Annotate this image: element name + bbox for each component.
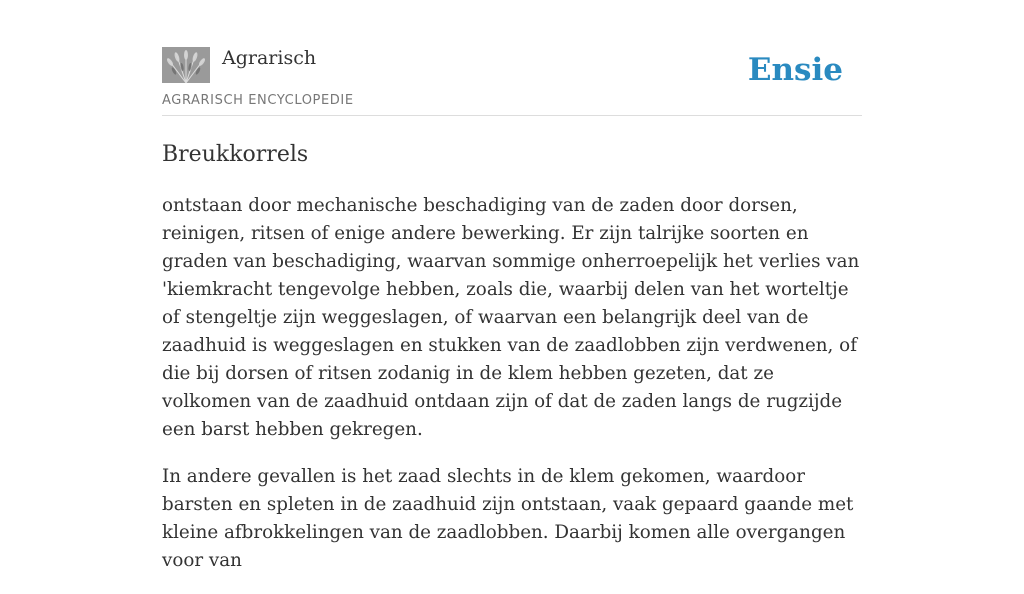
source-subtitle[interactable]: AGRARISCH ENCYCLOPEDIE <box>162 93 354 108</box>
article-paragraph: In andere gevallen is het zaad slechts in de klem gekomen, waardoor barsten en spleten in de zaadhuid zijn ontstaan, vaak gepaard gaande met kleine afbrokkelingen van de zaadlobben. Daarbij komen alle overgangen voor van <box>162 466 854 571</box>
page-title: Breukkorrels <box>162 142 309 167</box>
brand-logo[interactable]: Ensie <box>747 52 843 88</box>
article-paragraph: ontstaan door mechanische beschadiging van de zaden door dorsen, reinigen, ritsen of enige andere bewerking. Er zijn talrijke soorten en graden van beschadiging, waarvan sommige onherroepelijk het verlies van 'kiemkracht tengevolge hebben, zoals die, waarbij delen van het worteltje of stengeltje zijn weggeslagen, of waarvan een belangrijk deel van de zaadhuid is weggeslagen en stukken van de zaadlobben zijn verdwenen, of die bij dorsen of ritsen zodanig in de klem hebben gezeten, dat ze volkomen van de zaadhuid ontdaan zijn of dat de zaden langs de rugzijde een barst hebben gekregen. <box>162 195 860 440</box>
page-header <box>162 0 862 116</box>
article-body <box>162 192 862 594</box>
source-name[interactable]: Agrarisch <box>222 47 317 69</box>
article-page <box>162 0 862 571</box>
wheat-ears-icon[interactable] <box>162 47 210 83</box>
